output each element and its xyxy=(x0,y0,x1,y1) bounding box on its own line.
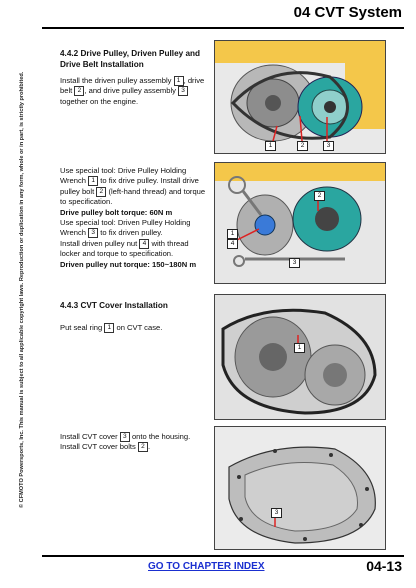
chapter-index-link[interactable]: GO TO CHAPTER INDEX xyxy=(148,561,265,572)
cover-bolts-instruction xyxy=(60,442,210,452)
copyright-notice: © CFMOTO Powersports, Inc. This manual is subject to all applicable copyright laws. Reproduction or duplication in any form, whole or in part, is strictly prohibited. xyxy=(19,71,25,508)
driven-torque-spec: Driven pulley nut torque: 150~180N m xyxy=(60,259,197,269)
figure-callout-1: 1 xyxy=(265,141,276,151)
text-fragment: to fix drive pulley. Install drive pulley bolt xyxy=(60,176,199,196)
figure-callout-1: 1 xyxy=(227,229,238,239)
text-fragment: , and drive pulley assembly xyxy=(84,86,176,96)
holding-wrench-text xyxy=(60,166,210,270)
figure-seal-ring xyxy=(214,294,386,420)
text-fragment: Use special tool: Driven Pulley Holding Wrench xyxy=(60,218,191,238)
seal-ring-illustration xyxy=(215,295,385,419)
text-fragment: . xyxy=(147,442,151,452)
pulley-illustration xyxy=(215,41,385,153)
figure-callout-2: 2 xyxy=(297,141,308,151)
section-heading-4-4-3: 4.4.3 CVT Cover Installation xyxy=(60,301,168,310)
page-number: 04-13 xyxy=(366,558,402,574)
callout-badge: 1 xyxy=(104,323,114,333)
text-fragment: Install the driven pulley assembly xyxy=(60,76,172,85)
cvt-cover-text xyxy=(60,432,210,453)
text-fragment: drive belt xyxy=(60,76,205,96)
install-pulleys-instruction xyxy=(60,76,210,107)
text-fragment: (left-hand thread) and torque to specification. xyxy=(60,186,206,207)
callout-badge: 2 xyxy=(74,86,84,96)
figure-callout-3: 3 xyxy=(271,508,282,518)
section-4-4-2-text xyxy=(60,48,210,107)
callout-badge: 4 xyxy=(139,239,149,249)
callout-badge: 2 xyxy=(138,442,148,452)
figure-callout-2: 2 xyxy=(314,191,325,201)
cover-instruction xyxy=(60,432,210,442)
figure-callout-3: 3 xyxy=(323,141,334,151)
section-4-4-3-text xyxy=(60,300,210,333)
driven-wrench-instruction xyxy=(60,218,210,239)
text-fragment: Install driven pulley nut xyxy=(60,238,138,248)
header-rule xyxy=(42,27,404,29)
text-fragment: , xyxy=(183,76,186,85)
text-fragment: to fix driven pulley. xyxy=(100,228,163,238)
cvt-cover-illustration xyxy=(215,427,385,549)
text-fragment: Use special tool: Drive Pulley Holding Wrench xyxy=(60,166,187,186)
figure-callout-4: 4 xyxy=(227,239,238,249)
drive-torque-spec: Drive pulley bolt torque: 60N m xyxy=(60,207,173,217)
section-heading-4-4-2: 4.4.2 Drive Pulley, Driven Pulley and Drive Belt Installation xyxy=(60,49,201,69)
figure-holding-wrench xyxy=(214,162,386,284)
footer-rule xyxy=(42,555,404,557)
driven-nut-instruction xyxy=(60,239,210,260)
callout-badge: 2 xyxy=(96,187,106,197)
figure-pulley-assembly xyxy=(214,40,386,154)
callout-badge: 1 xyxy=(88,176,98,186)
callout-badge: 3 xyxy=(88,228,98,238)
text-fragment: Install CVT cover bolts xyxy=(60,442,136,452)
text-fragment: Install CVT cover xyxy=(60,432,118,441)
chapter-title: 04 CVT System xyxy=(293,4,402,21)
callout-badge: 1 xyxy=(174,76,184,86)
seal-ring-instruction xyxy=(60,323,210,333)
text-fragment: together on the engine. xyxy=(60,96,139,106)
figure-cvt-cover xyxy=(214,426,386,550)
callout-badge: 3 xyxy=(178,86,188,96)
drive-wrench-instruction xyxy=(60,166,210,208)
figure-callout-1: 1 xyxy=(294,343,305,353)
text-fragment: Put seal ring xyxy=(60,323,103,332)
callout-badge: 3 xyxy=(120,432,130,442)
text-fragment: with thread locker and torque to specification. xyxy=(60,238,189,259)
wrench-illustration xyxy=(215,163,385,283)
text-fragment: on CVT case. xyxy=(116,323,163,332)
text-fragment: onto the housing. xyxy=(131,432,191,441)
figure-callout-3: 3 xyxy=(289,258,300,268)
